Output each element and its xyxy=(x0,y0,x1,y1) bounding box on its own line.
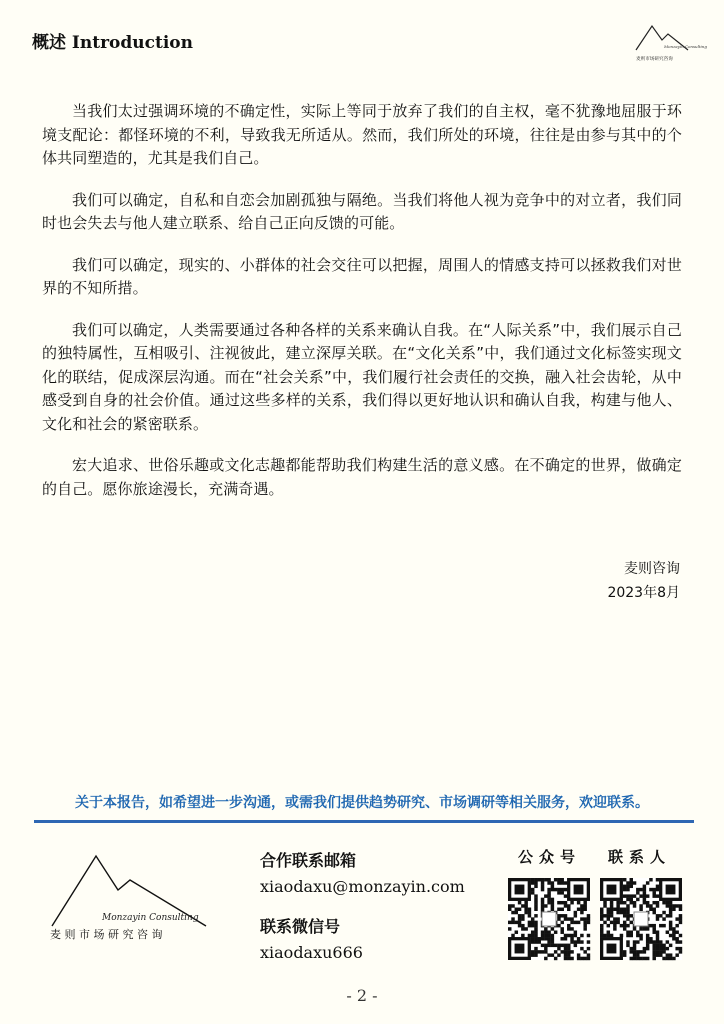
page-number: - 2 - xyxy=(346,986,378,1005)
qr-contact-label: 联系人 xyxy=(608,848,672,866)
header-logo-script: Monzayin Consulting xyxy=(664,44,707,49)
footer-logo xyxy=(46,848,216,944)
qr-code-contact-icon xyxy=(600,878,682,960)
wechat-id: xiaodaxu666 xyxy=(260,943,363,962)
email-label: 合作联系邮箱 xyxy=(260,851,357,870)
wechat-label: 联系微信号 xyxy=(260,917,341,936)
qr-public-label: 公众号 xyxy=(518,848,582,866)
header-logo xyxy=(634,20,707,64)
footer-logo-cn: 麦 则 市 场 研 究 咨 询 xyxy=(50,928,163,941)
signature-org: 麦则咨询 xyxy=(624,561,680,577)
paragraph: 我们可以确定，人类需要通过各种各样的关系来确认自我。在“人际关系”中，我们展示自己的独特属性，互相吸引、注视彼此，建立深厚关联。在“文化关系”中，我们通过文化标签实现文化的联结，促成深层沟通。而在“社会关系”中，我们履行社会责任的交换，融入社会齿轮，从中感受到自身的社会价值。通过这些多样的关系，我们得以更好地认识和确认自我，构建与他人、文化和社会的紧密联系。 xyxy=(42,320,682,433)
header-logo-cn: 麦则市场研究咨询 xyxy=(636,57,673,62)
paragraph: 我们可以确定，自私和自恋会加剧孤独与隔绝。当我们将他人视为竞争中的对立者，我们同时也会失去与他人建立联系、给自己正向反馈的可能。 xyxy=(42,190,682,232)
signature-date: 2023年8月 xyxy=(607,585,680,601)
footer-logo-script: Monzayin Consulting xyxy=(102,913,199,923)
qr-code-public xyxy=(508,878,590,960)
email-address[interactable]: xiaodaxu@monzayin.com xyxy=(260,877,465,896)
divider xyxy=(34,820,694,823)
body-text xyxy=(42,100,682,519)
signature xyxy=(607,557,680,605)
contact-banner: 关于本报告，如希望进一步沟通，或需我们提供趋势研究、市场调研等相关服务，欢迎联系。 xyxy=(75,795,649,811)
mountain-logo-icon xyxy=(46,848,216,944)
paragraph: 宏大追求、世俗乐趣或文化志趣都能帮助我们构建生活的意义感。在不确定的世界，做确定的自己。愿你旅途漫长，充满奇遇。 xyxy=(42,456,682,498)
paragraph: 我们可以确定，现实的、小群体的社会交往可以把握，周围人的情感支持可以拯救我们对世界的不知所措。 xyxy=(42,255,682,297)
paragraph: 当我们太过强调环境的不确定性，实际上等同于放弃了我们的自主权，毫不犹豫地屈服于环境支配论：都怪环境的不利，导致我无所适从。然而，我们所处的环境，往往是由参与其中的个体共同塑造的，尤其是我们自己。 xyxy=(42,102,682,167)
contact-info xyxy=(260,848,465,980)
mountain-logo-icon xyxy=(634,20,707,64)
page-title: 概述 Introduction xyxy=(32,33,193,53)
qr-code-contact xyxy=(600,878,682,960)
qr-code-public-icon xyxy=(508,878,590,960)
